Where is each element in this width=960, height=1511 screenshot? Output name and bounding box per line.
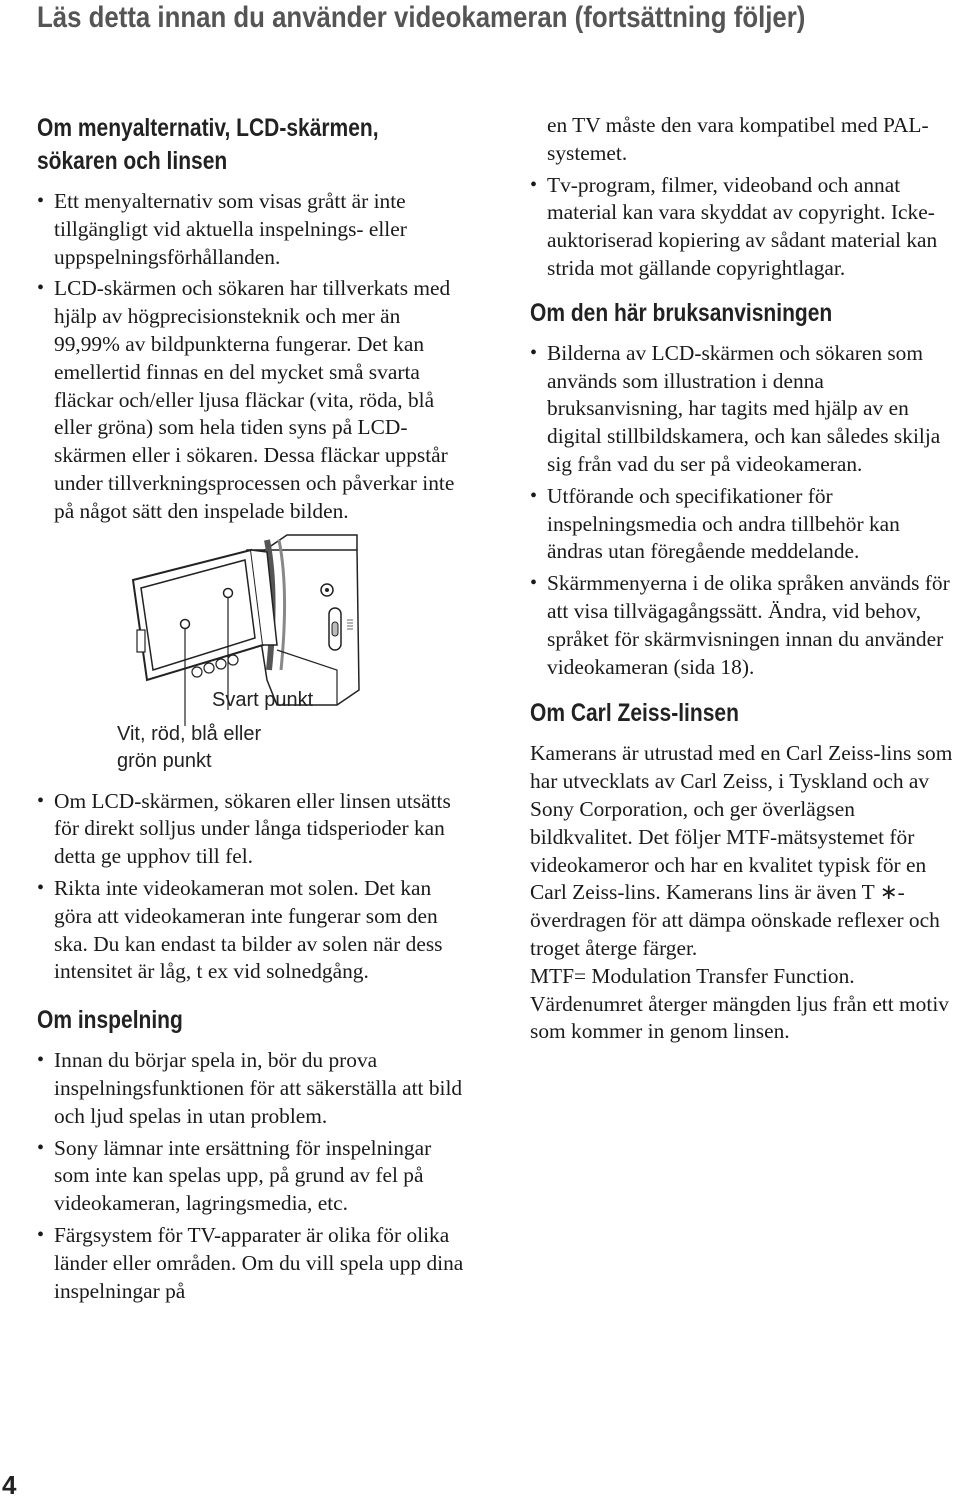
section-heading-manual [530,297,960,330]
list-item: • Rikta inte videokameran mot solen. Det kan göra att videokameran inte fungerar som den ska. Du kan endast ta bilder av solen när dess intensitet är låg, t ex vid solnedgång. [37,875,467,986]
heading-line-2: sökaren och linsen [37,147,228,175]
section-heading-recording [37,1004,467,1037]
continued-text: en TV måste den vara kompatibel med PAL-systemet. [547,113,929,165]
page-header-title: Läs detta innan du använder videokameran (fortsättning följer) [37,1,806,34]
heading-text: Om Carl Zeiss-linsen [530,699,739,728]
bullet-list-manual [530,340,960,682]
list-item: • Sony lämnar inte ersättning för inspelningar som inte kan spelas upp, på grund av fel på videokameran, lagringsmedia, etc. [37,1135,467,1218]
heading-text: Om den här bruksanvisningen [530,298,833,327]
bullet-list-menu-lcd [37,188,467,526]
list-item: • LCD-skärmen och sökaren har tillverkats med hjälp av högprecisionsteknik och mer än 99,99% av bildpunkterna fungerar. Det kan emellertid finnas en del mycket små svarta fläckar och/eller ljusa fläckar (vita, röda, blå eller gröna) som hela tiden syns på LCD-skärmen eller i sökaren. Dessa fläckar uppstår under tillverkningsprocessen och påverkar inte på något sätt den inspelade bilden. [37,275,467,525]
label-color-dot-line2: grön punkt [117,749,212,772]
zeiss-paragraph-1: Kamerans är utrustad med en Carl Zeiss-lins som har utvecklats av Carl Zeiss, i Tyskland och av Sony Corporation, och ger överlägsen bildkvalitet. Det följer MTF-mätsystemet för videokameror och har en kvalitet typisk för en Carl Zeiss-lins. Kamerans lins är även T ∗-överdragen för att dämpa oönskade reflexer och troget återge färger. [530,741,953,960]
list-item: • Bilderna av LCD-skärmen och sökaren som används som illustration i denna bruksanvisning, har tagits med hjälp av en digital stillbildskamera, och kan således skilja sig från vad du ser på videokameran. [530,340,960,479]
list-item: • Utförande och specifikationer för inspelningsmedia och andra tillbehör kan ändras utan föregående meddelande. [530,483,960,566]
list-item: • Skärmmenyerna i de olika språken används för att visa tillvägagångssätt. Ändra, vid behov, språket för skärmvisningen innan du använder videokameran (sida 18). [530,570,960,681]
list-item: • Färgsystem för TV-apparater är olika för olika länder eller områden. Om du vill spela upp dina inspelningar på [37,1222,467,1305]
list-item: • Om LCD-skärmen, sökaren eller linsen utsätts för direkt solljus under långa tidsperioder kan detta ge upphov till fel. [37,788,467,871]
section-heading-menu-lcd [37,112,467,178]
list-item: • Tv-program, filmer, videoband och annat material kan vara skyddat av copyright. Icke-auktoriserad kopiering av sådant material kan strida mot gällande copyrightlagar. [530,172,960,283]
page-number: 4 [2,1470,17,1500]
heading-text: Om inspelning [37,1006,183,1035]
list-item: • Innan du börjar spela in, bör du prova inspelningsfunktionen för att säkerställa att bild och ljud spelas in utan problem. [37,1047,467,1130]
label-black-dot: Svart punkt [212,688,314,711]
bullet-list-copyright [530,172,960,283]
zeiss-paragraph-2: MTF= Modulation Transfer Function. Värdenumret återger mängden ljus från ett motiv som kommer in genom linsen. [530,963,949,1044]
label-color-dot-line1: Vit, röd, blå eller [117,722,262,745]
heading-line-1: Om menyalternativ, LCD-skärmen, [37,114,379,142]
list-item: • Ett menyalternativ som visas grått är inte tillgängligt vid aktuella inspelnings- eller uppspelningsförhållanden. [37,188,467,271]
section-heading-zeiss [530,697,960,730]
left-column [37,112,467,1309]
bullet-list-sun-warnings [37,788,467,987]
bullet-list-recording [37,1047,467,1305]
right-column [530,112,960,1046]
